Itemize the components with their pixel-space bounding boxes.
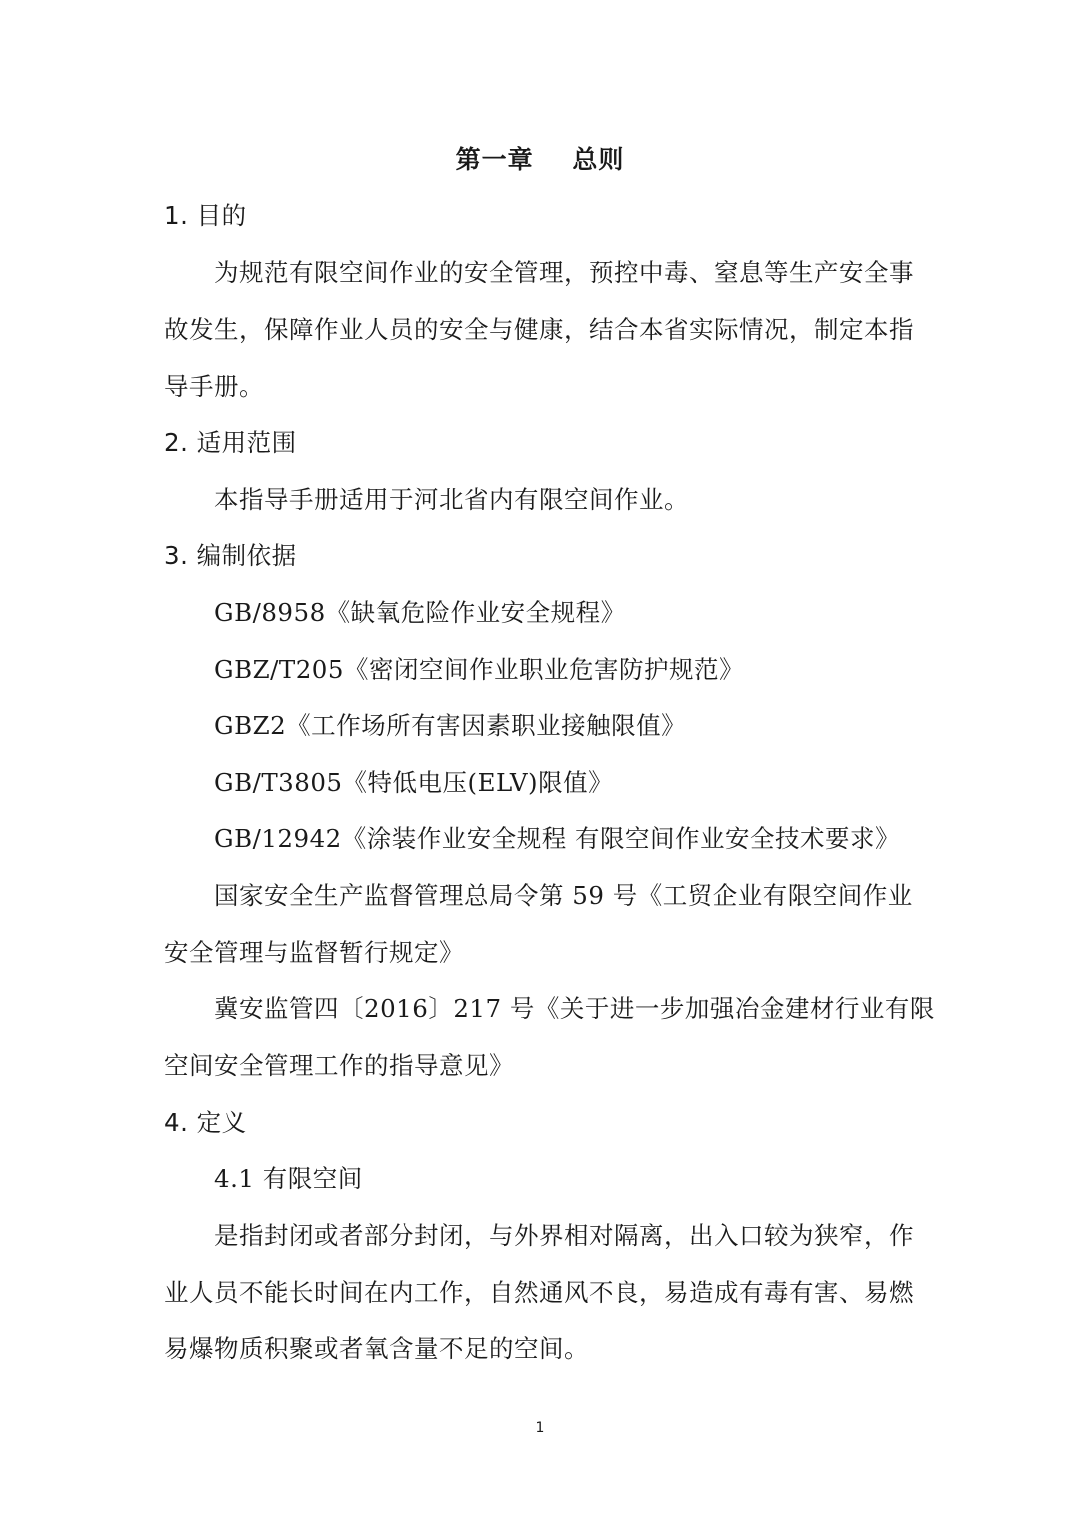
reference-item: GBZ/T205《密闭空间作业职业危害防护规范》 — [214, 655, 744, 684]
section-heading-definitions: 4. 定义 — [164, 1108, 247, 1137]
paragraph-line: 是指封闭或者部分封闭，与外界相对隔离，出入口较为狭窄，作 — [214, 1221, 914, 1250]
reference-item: 国家安全生产监督管理总局令第 59 号《工贸企业有限空间作业 — [214, 881, 913, 910]
section-heading-basis: 3. 编制依据 — [164, 541, 297, 570]
paragraph-line: 易爆物质积聚或者氧含量不足的空间。 — [164, 1334, 589, 1363]
subsection-heading: 4.1 有限空间 — [214, 1164, 363, 1193]
paragraph-line: 导手册。 — [164, 372, 264, 401]
reference-item: GB/12942《涂装作业安全规程 有限空间作业安全技术要求》 — [214, 824, 901, 853]
section-heading-purpose: 1. 目的 — [164, 201, 247, 230]
reference-item: 空间安全管理工作的指导意见》 — [164, 1051, 514, 1080]
paragraph-line: 故发生，保障作业人员的安全与健康，结合本省实际情况，制定本指 — [164, 315, 914, 344]
page-number: 1 — [535, 1420, 545, 1436]
reference-item: GB/T3805《特低电压(ELV)限值》 — [214, 768, 614, 797]
reference-item: GBZ2《工作场所有害因素职业接触限值》 — [214, 711, 687, 740]
reference-item: 冀安监管四〔2016〕217 号《关于进一步加强冶金建材行业有限 — [214, 994, 935, 1023]
section-heading-scope: 2. 适用范围 — [164, 428, 297, 457]
paragraph-line: 为规范有限空间作业的安全管理，预控中毒、窒息等生产安全事 — [214, 258, 914, 287]
reference-item: 安全管理与监督暂行规定》 — [164, 938, 464, 967]
chapter-title: 第一章 总则 — [455, 145, 625, 174]
reference-item: GB/8958《缺氧危险作业安全规程》 — [214, 598, 626, 627]
paragraph-line: 本指导手册适用于河北省内有限空间作业。 — [214, 485, 689, 514]
paragraph-line: 业人员不能长时间在内工作，自然通风不良，易造成有毒有害、易燃 — [164, 1278, 914, 1307]
